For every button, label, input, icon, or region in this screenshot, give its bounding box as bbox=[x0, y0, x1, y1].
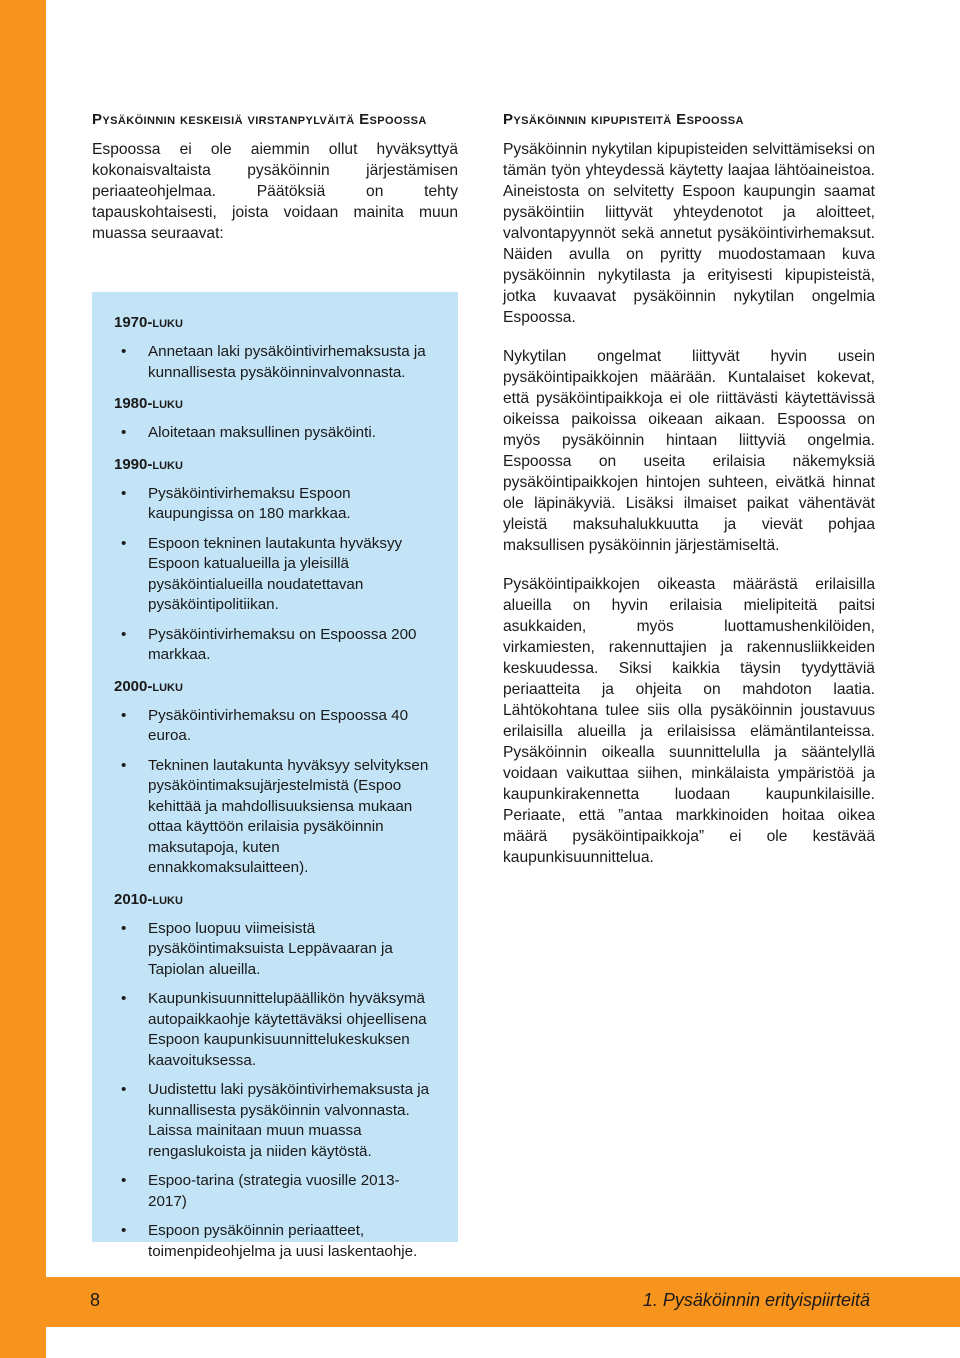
list-item bbox=[114, 919, 436, 981]
side-accent-bar bbox=[0, 0, 46, 1358]
list-item bbox=[114, 484, 436, 525]
timeline-box bbox=[92, 292, 458, 1260]
timeline-list bbox=[114, 919, 436, 1263]
timeline-list bbox=[114, 484, 436, 666]
bullet-icon: • bbox=[121, 706, 127, 724]
list-item-text: Espoon pysäköinnin periaatteet, toimenpideohjelma ja uusi laskentaohje. bbox=[148, 1222, 418, 1260]
right-paragraph-3: Pysäköintipaikkojen oikeasta määrästä erilaisilla alueilla on hyvin erilaisia mielipiteitä paitsi asukkaiden, myös luottamushenkilöiden, virkamiesten, rakennuttajien ja rakennusliikkeiden keskuudessa. Siksi kaikkia täysin tyydyttäviä periaatteita ja ohjeita on mahdoton laatia. Lähtökohtana tulee siis olla pysäköinnin joustavuus erilaisilla alueilla ja erilaisissa elämäntilanteissa. Pysäköinnin oikealla suunnittelulla ja sääntelyllä voidaan vaikuttaa siihen, minkälaista ympäristöä ja kaupunkirakennetta luodaan kaupunkilaisille. Periaate, että ”antaa markkinoiden hoitaa oikea määrä pysäköintipaikkoja” ei ole kestävää kaupunkisuunnittelua. bbox=[503, 576, 875, 866]
list-item bbox=[114, 1221, 436, 1262]
timeline-list bbox=[114, 342, 436, 383]
list-item bbox=[114, 342, 436, 383]
right-paragraph-2: Nykytilan ongelmat liittyvät hyvin usein pysäköintipaikkojen määrään. Kuntalaiset kokevat, että pysäköintipaikkoja ei ole riittävästi käytettävissä oikeissa paikoissa oikeaan aikaan. Espoossa on myös pysäköinnin hintaan liittyviä ongelmia. Espoossa on useita erilaisia näkemyksiä pysäköintipaikkojen hintojen suhteen, eivätkä hinnat ole läpinäkyviä. Lisäksi ilmaiset paikat vähentävät yleistä maksuhalukkuutta ja vievät pohjaa maksullisen pysäköinnin järjestämiseltä. bbox=[503, 348, 875, 554]
list-item-text: Kaupunkisuunnittelupäällikön hyväksymä autopaikkaohje käytettäväksi ohjeellisena Espoon kaupunkisuunnittelukeskuksen kaavoituksessa. bbox=[148, 990, 427, 1069]
list-item bbox=[114, 534, 436, 616]
list-item-text: Annetaan laki pysäköintivirhemaksusta ja kunnallisesta pysäköinninvalvonnasta. bbox=[148, 343, 426, 381]
timeline-list bbox=[114, 706, 436, 879]
bullet-icon: • bbox=[121, 990, 127, 1007]
list-item-text: Pysäköintivirhemaksu on Espoossa 40 euroa. bbox=[148, 706, 409, 744]
list-item-text: Espoo-tarina (strategia vuosille 2013-2017) bbox=[148, 1172, 400, 1210]
list-item bbox=[114, 756, 436, 879]
left-intro: Espoossa ei ole aiemmin ollut hyväksyttyä kokonaisvaltaista pysäköinnin järjestämisen periaateohjelmaa. Päätöksiä on tehty tapauskohtaisesti, joista voidaan mainita muun muassa seuraavat: bbox=[92, 141, 458, 242]
bullet-icon: • bbox=[121, 1172, 127, 1189]
timeline-decade: 1970-luku bbox=[114, 314, 183, 331]
bullet-icon: • bbox=[121, 424, 127, 441]
bullet-icon: • bbox=[121, 1222, 127, 1239]
timeline-list bbox=[114, 423, 436, 444]
footer-section-title: 1. Pysäköinnin erityispiirteitä bbox=[642, 1290, 870, 1310]
timeline-decade: 2000-luku bbox=[114, 677, 183, 695]
bullet-icon: • bbox=[121, 756, 127, 774]
right-paragraph-1: Pysäköinnin nykytilan kipupisteiden selvittämiseksi on tämän työn yhteydessä käytetty laajaa lähtöaineistoa. Aineistosta on selvitetty Espoon kaupungin saamat pysäköintiin liittyvät yhteydenotot ja aloitteet, valvontapyynnöt sekä annetut pysäköintivirhemaksut. Näiden avulla on pyritty muodostamaan kuva pysäköinnin nykytilasta ja erityisesti kipupisteistä, jotka kuvaavat pysäköinnin nykytilan ongelmia Espoossa. bbox=[503, 141, 875, 326]
bullet-icon: • bbox=[121, 1081, 127, 1098]
list-item-text: Tekninen lautakunta hyväksyy selvityksen pysäköintimaksujärjestelmistä (Espoo kehittää ja mahdollisuuksiensa mukaan ottaa käyttöön erilaisia pysäköinnin maksutapoja, kuten ennakkomaksulaitteen). bbox=[148, 756, 429, 876]
list-item bbox=[114, 1171, 436, 1212]
list-item bbox=[114, 1080, 436, 1162]
list-item bbox=[114, 625, 436, 666]
list-item-text: Pysäköintivirhemaksu Espoon kaupungissa on 180 markkaa. bbox=[148, 484, 351, 522]
timeline-decade: 1990-luku bbox=[114, 455, 183, 473]
list-item-text: Uudistettu laki pysäköintivirhemaksusta ja kunnallisesta pysäköinnin valvonnasta. Laissa mainitaan muun muassa rengaslukoista ja niiden käytöstä. bbox=[148, 1081, 430, 1160]
bullet-icon: • bbox=[121, 484, 127, 502]
timeline-decade: 2010-luku bbox=[114, 890, 183, 908]
list-item-text: Espoo luopuu viimeisistä pysäköintimaksuista Leppävaaran ja Tapiolan alueilla. bbox=[148, 919, 393, 978]
page-number: 8 bbox=[90, 1290, 101, 1310]
timeline-decade: 1980-luku bbox=[114, 395, 183, 412]
list-item bbox=[114, 423, 436, 444]
right-heading: Pysäköinnin kipupisteitä Espoossa bbox=[503, 111, 744, 128]
left-heading: Pysäköinnin keskeisiä virstanpylväitä Espoossa bbox=[92, 111, 427, 128]
list-item-text: Pysäköintivirhemaksu on Espoossa 200 markkaa. bbox=[148, 625, 417, 663]
right-column bbox=[503, 108, 875, 886]
list-item bbox=[114, 706, 436, 747]
left-column bbox=[92, 108, 458, 244]
list-item-text: Aloitetaan maksullinen pysäköinti. bbox=[148, 424, 376, 441]
list-item-text: Espoon tekninen lautakunta hyväksyy Espoon katualueilla ja yleisillä pysäköintialueilla noudatettavan pysäköintipolitiikan. bbox=[148, 534, 403, 613]
bullet-icon: • bbox=[121, 343, 127, 360]
list-item bbox=[114, 989, 436, 1071]
bullet-icon: • bbox=[121, 919, 127, 937]
bullet-icon: • bbox=[121, 625, 127, 643]
bullet-icon: • bbox=[121, 534, 127, 552]
timeline bbox=[92, 292, 458, 1262]
